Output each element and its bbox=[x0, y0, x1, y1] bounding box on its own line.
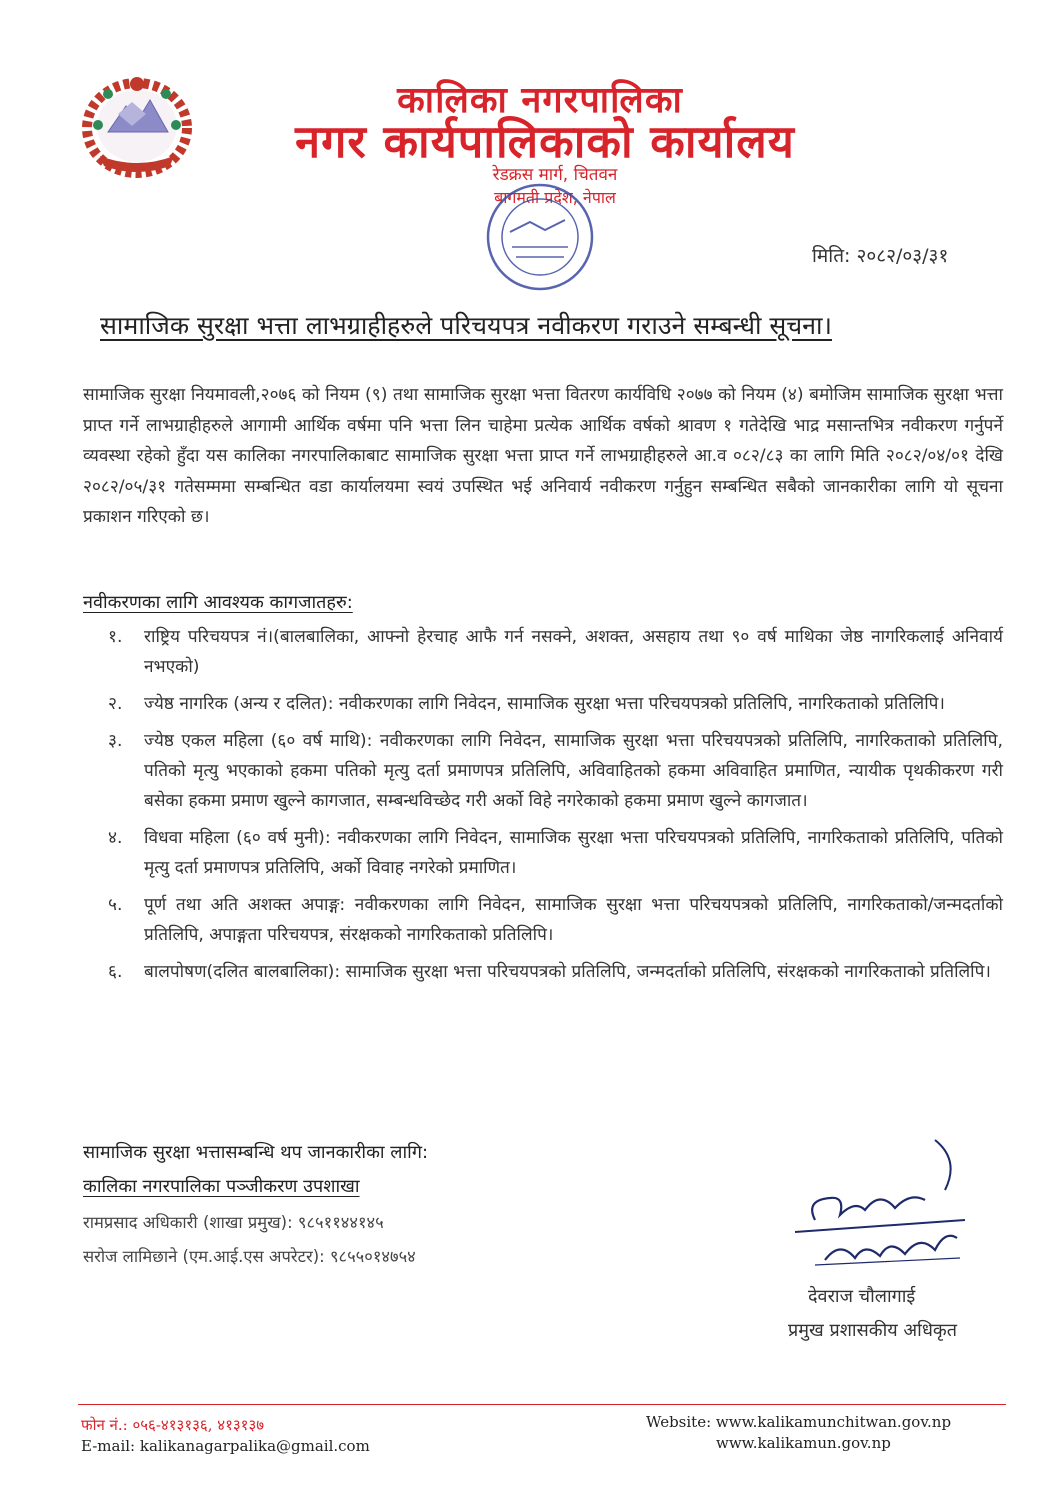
list-item bbox=[108, 957, 1003, 987]
item-number: ६. bbox=[108, 962, 123, 982]
office-stamp-icon bbox=[470, 172, 610, 302]
requirements-heading: नवीकरणका लागि आवश्यक कागजातहरु: bbox=[83, 592, 353, 613]
office-name: नगर कार्यपालिकाको कार्यालय bbox=[295, 115, 795, 168]
contact-person-1: रामप्रसाद अधिकारी (शाखा प्रमुख): ९८५११४४१४५ bbox=[83, 1213, 384, 1232]
address-line-2: बागमती प्रदेश, नेपाल bbox=[494, 188, 616, 207]
list-item bbox=[108, 890, 1003, 950]
item-number: ५. bbox=[108, 895, 123, 915]
item-text: पूर्ण तथा अति अशक्त अपाङ्ग: नवीकरणका लागि निवेदन, सामाजिक सुरक्षा भत्ता परिचयपत्रको प्रतिलिपि, नागरिकताको/जन्मदर्ताको प्रतिलिपि, अपाङ्गता परिचयपत्र, संरक्षकको नागरिकताको प्रतिलिपि। bbox=[144, 895, 1003, 945]
contact-heading: सामाजिक सुरक्षा भत्तासम्बन्धि थप जानकारीका लागि: bbox=[83, 1142, 429, 1163]
item-text: राष्ट्रिय परिचयपत्र नं।(बालबालिका, आफ्नो हेरचाह आफै गर्न नसक्ने, अशक्त, असहाय तथा ९० वर्ष माथिका जेष्ठ नागरिकलाई अनिवार्य नभएको) bbox=[144, 627, 1003, 677]
org-name: कालिका नगरपालिका bbox=[397, 80, 683, 121]
notice-body: सामाजिक सुरक्षा नियमावली,२०७६ को नियम (९) तथा सामाजिक सुरक्षा भत्ता वितरण कार्यविधि २०७७ को नियम (४) बमोजिम सामाजिक सुरक्षा भत्ता प्राप्त गर्ने लाभग्राहीहरुले आगामी आर्थिक वर्षमा पनि भत्ता लिन चाहेमा प्रत्येक आर्थिक वर्षको श्रावण १ गतेदेखि भाद्र मसान्तभित्र नवीकरण गर्नुपर्ने व्यवस्था रहेको हुँदा यस कालिका नगरपालिकाबाट सामाजिक सुरक्षा भत्ता प्राप्त गर्ने लाभग्राहीहरुले आ.व ०८२/८३ का लागि मिति २०८२/०४/०१ देखि २०८२/०५/३१ गतेसम्ममा सम्बन्धित वडा कार्यालयमा स्वयं उपस्थित भई अनिवार्य नवीकरण गर्नुहुन सम्बन्धित सबैको जानकारीका लागि यो सूचना प्रकाशन गरिएको छ। bbox=[83, 385, 1003, 527]
signatory-name: देवराज चौलागाई bbox=[808, 1286, 916, 1307]
item-number: ४. bbox=[108, 828, 123, 848]
footer-email[interactable]: E-mail: kalikanagarpalika@gmail.com bbox=[81, 1437, 370, 1455]
contact-branch: कालिका नगरपालिका पञ्जीकरण उपशाखा bbox=[83, 1176, 360, 1197]
footer-divider bbox=[78, 1404, 1006, 1405]
item-number: ३. bbox=[108, 731, 123, 751]
item-text: बालपोषण(दलित बालबालिका): सामाजिक सुरक्षा भत्ता परिचयपत्रको प्रतिलिपि, जन्मदर्ताको प्रतिलिपि, संरक्षकको नागरिकताको प्रतिलिपि। bbox=[144, 962, 991, 982]
item-text: ज्येष्ठ नागरिक (अन्य र दलित): नवीकरणका लागि निवेदन, सामाजिक सुरक्षा भत्ता परिचयपत्रको प्रतिलिपि, नागरिकताको प्रतिलिपि। bbox=[144, 694, 945, 714]
contact-person-2: सरोज लामिछाने (एम.आई.एस अपरेटर): ९८५५०१४७५४ bbox=[83, 1247, 416, 1266]
address-line-1: रेडक्रस मार्ग, चितवन bbox=[492, 165, 618, 185]
item-text: ज्येष्ठ एकल महिला (६० वर्ष माथि): नवीकरणका लागि निवेदन, सामाजिक सुरक्षा भत्ता परिचयपत्रको प्रतिलिपि, नागरिकताको प्रतिलिपि, पतिको मृत्यु भएकाको हकमा पतिको मृत्यु दर्ता प्रमाणपत्र प्रतिलिपि, अविवाहितको हकमा अविवाहित प्रमाणित, न्यायीक पृथकीकरण गरी बसेका हकमा प्रमाण खुल्ने कागजात, सम्बन्धविच्छेद गरी अर्को विहे नगरेकाको हकमा प्रमाण खुल्ने कागजात। bbox=[144, 731, 1003, 811]
list-item bbox=[108, 689, 1003, 719]
footer-phone: फोन नं.: ०५६-४१३१३६, ४१३१३७ bbox=[81, 1416, 265, 1434]
item-number: २. bbox=[108, 694, 123, 714]
requirements-list bbox=[108, 622, 1003, 994]
list-item bbox=[108, 726, 1003, 816]
issue-date: मिति: २०८२/०३/३१ bbox=[812, 245, 949, 267]
notice-subject: सामाजिक सुरक्षा भत्ता लाभग्राहीहरुले परिचयपत्र नवीकरण गराउने सम्बन्धी सूचना। bbox=[100, 311, 833, 340]
nepal-emblem-icon bbox=[78, 70, 196, 180]
signature-icon bbox=[785, 1130, 975, 1290]
list-item bbox=[108, 622, 1003, 682]
list-item bbox=[108, 823, 1003, 883]
footer-website-1[interactable]: Website: www.kalikamunchitwan.gov.np bbox=[646, 1413, 952, 1431]
item-number: १. bbox=[108, 627, 123, 647]
item-text: विधवा महिला (६० वर्ष मुनी): नवीकरणका लागि निवेदन, सामाजिक सुरक्षा भत्ता परिचयपत्रको प्रतिलिपि, नागरिकताको प्रतिलिपि, पतिको मृत्यु दर्ता प्रमाणपत्र प्रतिलिपि, अर्को विवाह नगरेको प्रमाणित। bbox=[144, 828, 1003, 878]
signatory-title: प्रमुख प्रशासकीय अधिकृत bbox=[788, 1320, 957, 1341]
footer-website-2[interactable]: www.kalikamun.gov.np bbox=[716, 1434, 891, 1452]
